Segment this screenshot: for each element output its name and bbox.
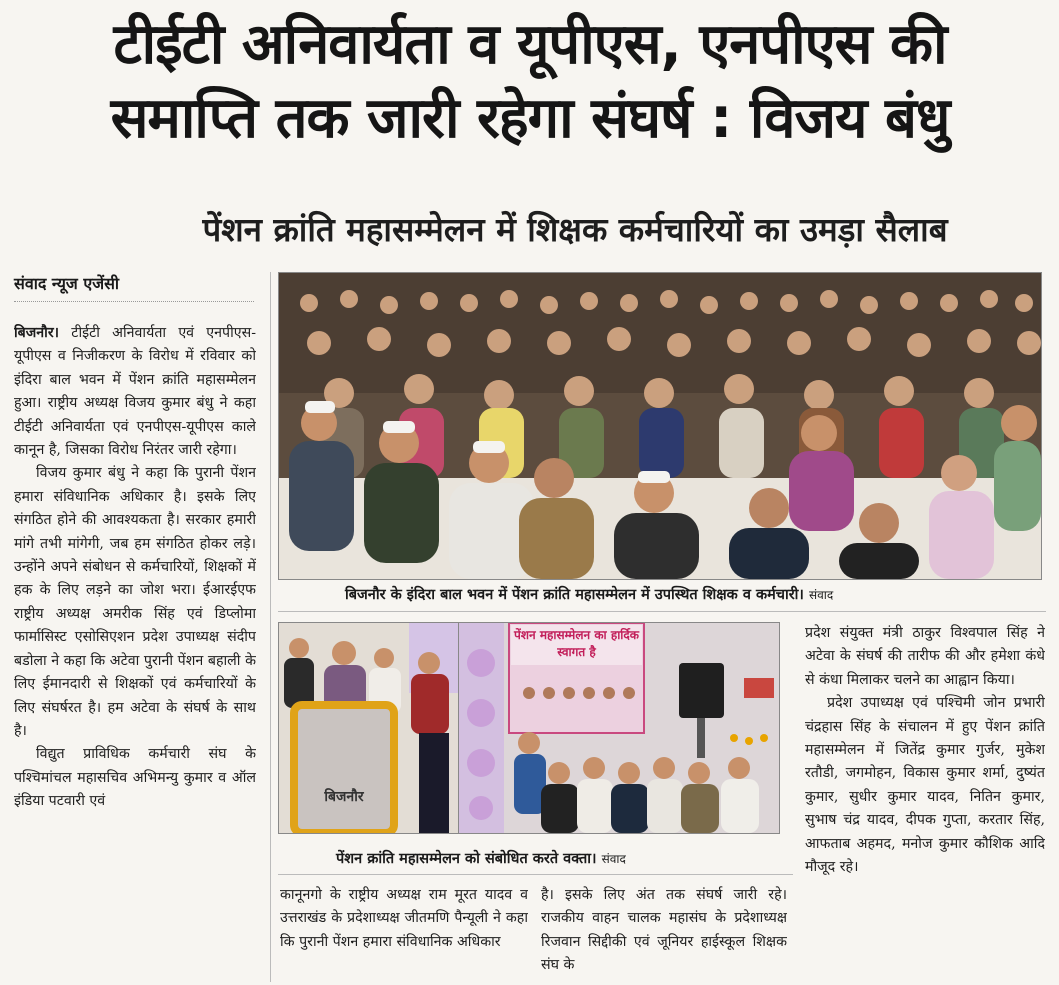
article-column-middle-2 bbox=[541, 884, 787, 984]
section-divider bbox=[278, 874, 793, 875]
article-paragraph: प्रदेश संयुक्त मंत्री ठाकुर विश्वपाल सिंह ने अटेवा के संघर्ष की तारीफ की और हमेशा कंधे से कंधा मिलाकर चलने का आह्वान किया। bbox=[805, 625, 1045, 688]
article-paragraph bbox=[14, 322, 256, 462]
headline-line-2: समाप्ति तक जारी रहेगा संघर्ष : विजय बंधु bbox=[110, 86, 950, 151]
subheadline: पेंशन क्रांति महासम्मेलन में शिक्षक कर्मचारियों का उमड़ा सैलाब bbox=[202, 210, 948, 249]
caption-text: बिजनौर के इंदिरा बाल भवन में पेंशन क्रांति महासम्मेलन में उपस्थित शिक्षक व कर्मचारी। bbox=[345, 587, 804, 603]
podium-label: बिजनौर bbox=[324, 789, 364, 805]
caption-credit: संवाद bbox=[808, 588, 834, 602]
article-column-left bbox=[14, 322, 256, 982]
dateline: बिजनौर। bbox=[14, 325, 60, 341]
article-column-right bbox=[805, 622, 1045, 982]
article-paragraph: प्रदेश उपाध्यक्ष एवं पश्चिमी जोन प्रभारी चंद्रहास सिंह के संचालन में हुए पेंशन क्रांति महासम्मेलन में जितेंद्र कुमार गुर्जर, मुकेश रतौडी, जगमोहन, विकास कुमार शर्मा, दुष्यंत कुमार, सुधीर कुमार यादव, नितिन कुमार, सुभाष चंद्र यादव, दीपक गुप्ता, करतार सिंह, आफताब अहमद, मनोज कुमार कौशिक आदि मौजूद रहे। bbox=[805, 695, 1045, 876]
article-paragraph: कानूनगो के राष्ट्रीय अध्यक्ष राम मूरत यादव व उत्तराखंड के प्रदेशाध्यक्ष जीतमणि पैन्यूली ने कहा कि पुरानी पेंशन हमारा संविधानिक अधिकार bbox=[280, 887, 528, 950]
banner-text: पेंशन महासम्मेलन का हार्दिक स्वागत है bbox=[514, 628, 639, 659]
stage-illustration bbox=[459, 623, 779, 833]
article-paragraph: है। इसके लिए अंत तक संघर्ष जारी रहे। राजकीय वाहन चालक महासंघ के प्रदेशाध्यक्ष रिजवान सिद्दीकी एवं जूनियर हाईस्कूल शिक्षक संघ के bbox=[541, 887, 787, 974]
sub-photo-caption bbox=[336, 849, 796, 869]
article-paragraph: विद्युत प्राविधिक कर्मचारी संघ के पश्चिमांचल महासचिव अभिमन्यु कुमार व ऑल इंडिया पटवारी एवं bbox=[14, 746, 256, 810]
caption-text: पेंशन क्रांति महासम्मेलन को संबोधित करते वक्ता। bbox=[336, 851, 597, 867]
main-photo-caption bbox=[345, 585, 1045, 605]
article-column-middle-1 bbox=[280, 884, 528, 984]
column-rule bbox=[270, 272, 271, 982]
headline bbox=[10, 8, 1050, 156]
paragraph-text: टीईटी अनिवार्यता एवं एनपीएस-यूपीएस व निजीकरण के विरोध में रविवार को इंदिरा बाल भवन में पेंशन क्रांति महासम्मेलन हुआ। राष्ट्रीय अध्यक्ष विजय कुमार बंधु ने कहा टीईटी अनिवार्यता एवं एनपीएस-यूपीएस काले कानून है, जिसका विरोध निरंतर जारी रहेगा। bbox=[14, 325, 256, 459]
speaker-photo bbox=[278, 622, 460, 834]
stage-photo bbox=[458, 622, 780, 834]
speaker-illustration bbox=[279, 623, 459, 833]
headline-line-1: टीईटी अनिवार्यता व यूपीएस, एनपीएस की bbox=[113, 12, 947, 77]
byline: संवाद न्यूज एजेंसी bbox=[14, 273, 254, 302]
caption-credit: संवाद bbox=[601, 852, 626, 866]
crowd-illustration bbox=[279, 273, 1041, 579]
article-paragraph: विजय कुमार बंधु ने कहा कि पुरानी पेंशन हमारा संविधानिक अधिकार है। इसके लिए संगठित होने की आवश्यकता है। सरकार हमारी मांगे तभी मांगेगी, जब हम संगठित होकर लड़े। उन्होंने अपने संबोधन से कर्मचारियों, शिक्षकों में हक के लिए लड़ने का जोश भरा। ईआरईएफ राष्ट्रीय अध्यक्ष अमरीक सिंह एवं डिप्लोमा फार्मासिस्ट एसोसिएशन प्रदेश उपाध्यक्ष संदीप बडोला ने कहा कि अटेवा पुरानी पेंशन बहाली के लिए ईमानदारी से शिक्षकों एवं कर्मचारियों के लिए संघर्षरत है। हम अटेवा के संघर्ष के साथ है। bbox=[14, 465, 256, 739]
section-divider bbox=[278, 611, 1046, 612]
crowd-photo bbox=[278, 272, 1042, 580]
